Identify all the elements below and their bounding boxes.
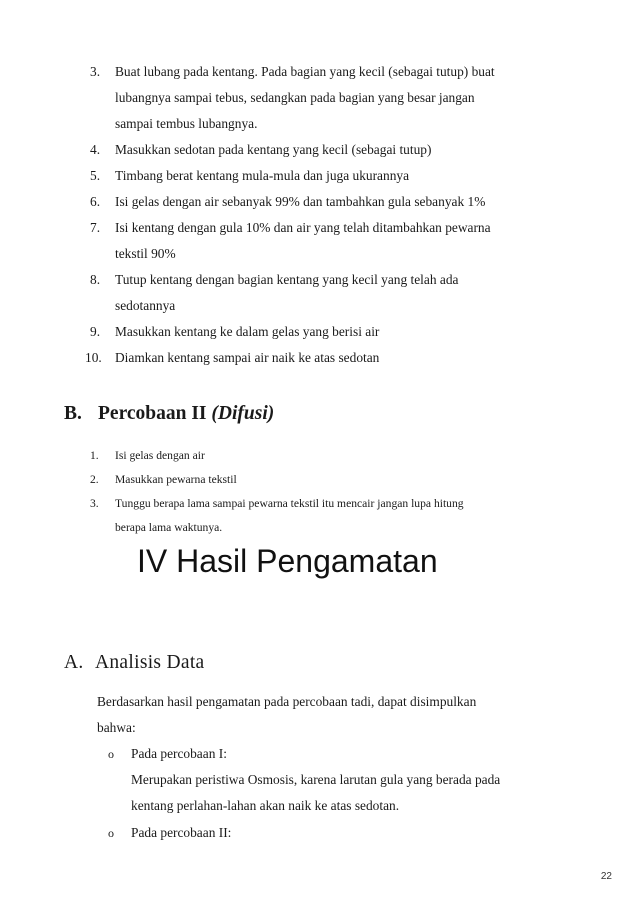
list-text: Diamkan kentang sampai air naik ke atas sedotan [115, 350, 380, 365]
section-letter: B. [64, 403, 82, 424]
list-text: berapa lama waktunya. [115, 521, 223, 534]
list-text: Isi gelas dengan air sebanyak 99% dan tambahkan gula sebanyak 1% [115, 194, 486, 209]
section-title: Percobaan II [98, 403, 212, 424]
list-number: 8. [90, 272, 101, 287]
bullet-marker: o [108, 826, 114, 840]
list-number: 6. [90, 194, 101, 209]
list-number: 4. [90, 142, 101, 157]
paragraph-line: bahwa: [97, 720, 136, 735]
bullet-title: Pada percobaan I: [131, 746, 227, 761]
bullet-marker: o [108, 747, 114, 761]
list-number: 10. [85, 350, 102, 365]
section-letter: A. [64, 652, 84, 673]
list-text: lubangnya sampai tebus, sedangkan pada bagian yang besar jangan [115, 90, 475, 105]
paragraph-line: Merupakan peristiwa Osmosis, karena larutan gula yang berada pada [131, 772, 501, 787]
chapter-title: IV Hasil Pengamatan [137, 543, 438, 579]
list-text: sedotannya [115, 298, 176, 313]
bullet-title: Pada percobaan II: [131, 825, 232, 840]
list-number: 2. [90, 473, 99, 486]
list-text: Tunggu berapa lama sampai pewarna tekstil itu mencair jangan lupa hitung [115, 497, 464, 510]
list-text: tekstil 90% [115, 246, 176, 261]
list-number: 7. [90, 220, 101, 235]
section-b-heading [64, 403, 274, 425]
list-number: 5. [90, 168, 101, 183]
list-text: sampai tembus lubangnya. [115, 116, 258, 131]
section-a-heading [64, 652, 205, 674]
section-title: Analisis Data [95, 652, 205, 673]
list-text: Buat lubang pada kentang. Pada bagian yang kecil (sebagai tutup) buat [115, 64, 495, 79]
list-number: 3. [90, 497, 99, 510]
page-number: 22 [600, 871, 612, 882]
list-text: Masukkan pewarna tekstil [115, 473, 237, 486]
list-number: 3. [90, 64, 101, 79]
paragraph-line: kentang perlahan-lahan akan naik ke atas sedotan. [131, 798, 400, 813]
list-text: Timbang berat kentang mula-mula dan juga ukurannya [115, 168, 410, 183]
list-text: Isi gelas dengan air [115, 449, 205, 462]
list-text: Masukkan kentang ke dalam gelas yang berisi air [115, 324, 380, 339]
list-text: Masukkan sedotan pada kentang yang kecil (sebagai tutup) [115, 142, 432, 157]
list-number: 1. [90, 449, 99, 462]
list-text: Isi kentang dengan gula 10% dan air yang telah ditambahkan pewarna [115, 220, 491, 235]
list-text: Tutup kentang dengan bagian kentang yang kecil yang telah ada [115, 272, 459, 287]
section-title-emphasis: (Difusi) [211, 403, 275, 424]
list-number: 9. [90, 324, 101, 339]
paragraph-line: Berdasarkan hasil pengamatan pada percobaan tadi, dapat disimpulkan [97, 694, 477, 709]
